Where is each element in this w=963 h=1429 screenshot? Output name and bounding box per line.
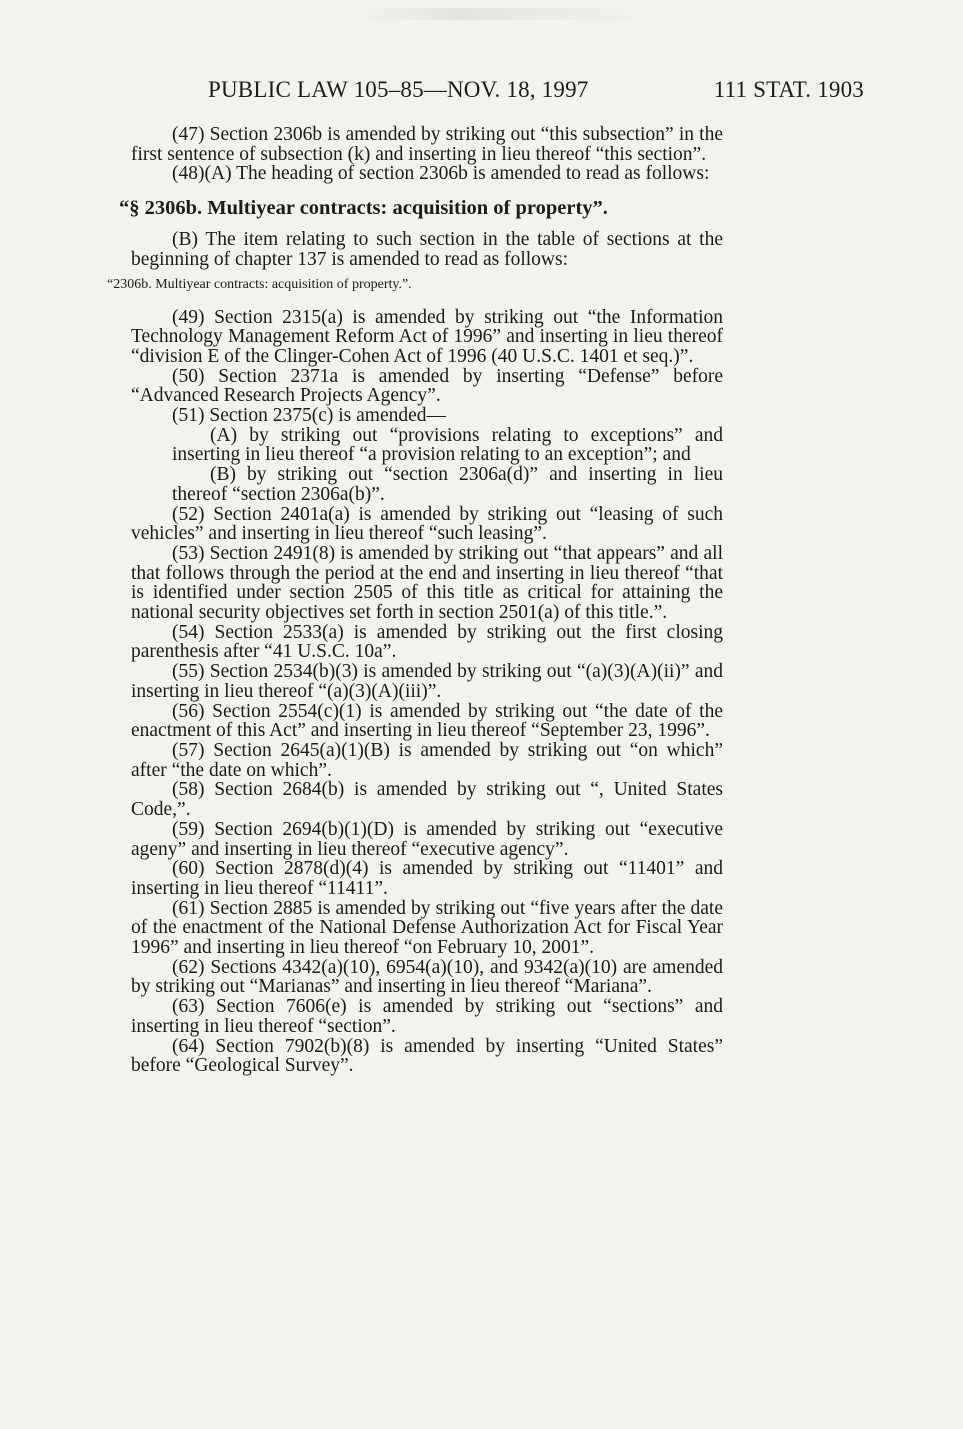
paragraph-59: (59) Section 2694(b)(1)(D) is amended by striking out “executive ageny” and inserting in lieu thereof “executive agency”.: [131, 818, 723, 860]
paragraph-52: (52) Section 2401a(a) is amended by striking out “leasing of such vehicles” and inserting in lieu thereof “such leasing”.: [131, 503, 723, 545]
paragraph-64: (64) Section 7902(b)(8) is amended by inserting “United States” before “Geological Survey”.: [131, 1035, 723, 1077]
page-header: [208, 77, 864, 107]
paragraph-47: (47) Section 2306b is amended by striking out “this subsection” in the first sentence of subsection (k) and inserting in lieu thereof “this section”.: [131, 124, 723, 165]
paragraph-61: (61) Section 2885 is amended by striking out “five years after the date of the enactment of the National Defense Authorization Act for Fiscal Year 1996” and inserting in lieu thereof “on February 10, 2001”.: [131, 897, 723, 959]
header-stat-page: 111 STAT. 1903: [713, 77, 864, 102]
paragraph-48a: (48)(A) The heading of section 2306b is amended to read as follows:: [172, 163, 710, 185]
paragraph-56: (56) Section 2554(c)(1) is amended by striking out “the date of the enactment of this Act” and inserting in lieu thereof “September 23, 1996”.: [131, 700, 723, 742]
section-heading-2306b: “§ 2306b. Multiyear contracts: acquisition of property”.: [119, 197, 608, 220]
paragraph-63: (63) Section 7606(e) is amended by striking out “sections” and inserting in lieu thereof “section”.: [131, 996, 723, 1037]
paragraph-48b: (B) The item relating to such section in the table of sections at the beginning of chapter 137 is amended to read as follows:: [131, 229, 723, 270]
paragraph-60: (60) Section 2878(d)(4) is amended by striking out “11401” and inserting in lieu thereof “11411”.: [131, 858, 723, 899]
paragraph-53: (53) Section 2491(8) is amended by striking out “that appears” and all that follows through the period at the end and inserting in lieu thereof “that is identified under section 2505 of this title as critical for attaining the national security objectives set forth in section 2501(a) of this title.”.: [131, 542, 723, 624]
paragraph-58: (58) Section 2684(b) is amended by striking out “, United States Code,”.: [131, 779, 723, 821]
paragraph-49: (49) Section 2315(a) is amended by striking out “the Information Technology Management Reform Act of 1996” and inserting in lieu thereof “division E of the Clinger-Cohen Act of 1996 (40 U.S.C. 1401 et seq.)”.: [131, 306, 723, 367]
paragraph-50: (50) Section 2371a is amended by inserting “Defense” before “Advanced Research Projects Agency”.: [131, 365, 723, 407]
paragraph-57: (57) Section 2645(a)(1)(B) is amended by striking out “on which” after “the date on which”.: [131, 739, 723, 781]
paragraph-51a: (A) by striking out “provisions relating to exceptions” and inserting in lieu thereof “a provision relating to an exception”; and: [172, 424, 723, 466]
header-law-citation: PUBLIC LAW 105–85—NOV. 18, 1997: [208, 77, 589, 102]
page-body: [107, 124, 723, 1077]
paragraph-51b: (B) by striking out “section 2306a(d)” and inserting in lieu thereof “section 2306a(b)”.: [172, 464, 723, 505]
paragraph-54: (54) Section 2533(a) is amended by striking out the first closing parenthesis after “41 U.S.C. 10a”.: [131, 621, 723, 663]
paragraph-55: (55) Section 2534(b)(3) is amended by striking out “(a)(3)(A)(ii)” and inserting in lieu thereof “(a)(3)(A)(iii)”.: [131, 661, 723, 702]
scan-smudge: [360, 8, 650, 20]
table-item-2306b: “2306b. Multiyear contracts: acquisition of property.”.: [107, 276, 412, 292]
paragraph-51: (51) Section 2375(c) is amended—: [172, 405, 447, 427]
paragraph-62: (62) Sections 4342(a)(10), 6954(a)(10), and 9342(a)(10) are amended by striking out “Marianas” and inserting in lieu thereof “Mariana”.: [131, 956, 723, 998]
